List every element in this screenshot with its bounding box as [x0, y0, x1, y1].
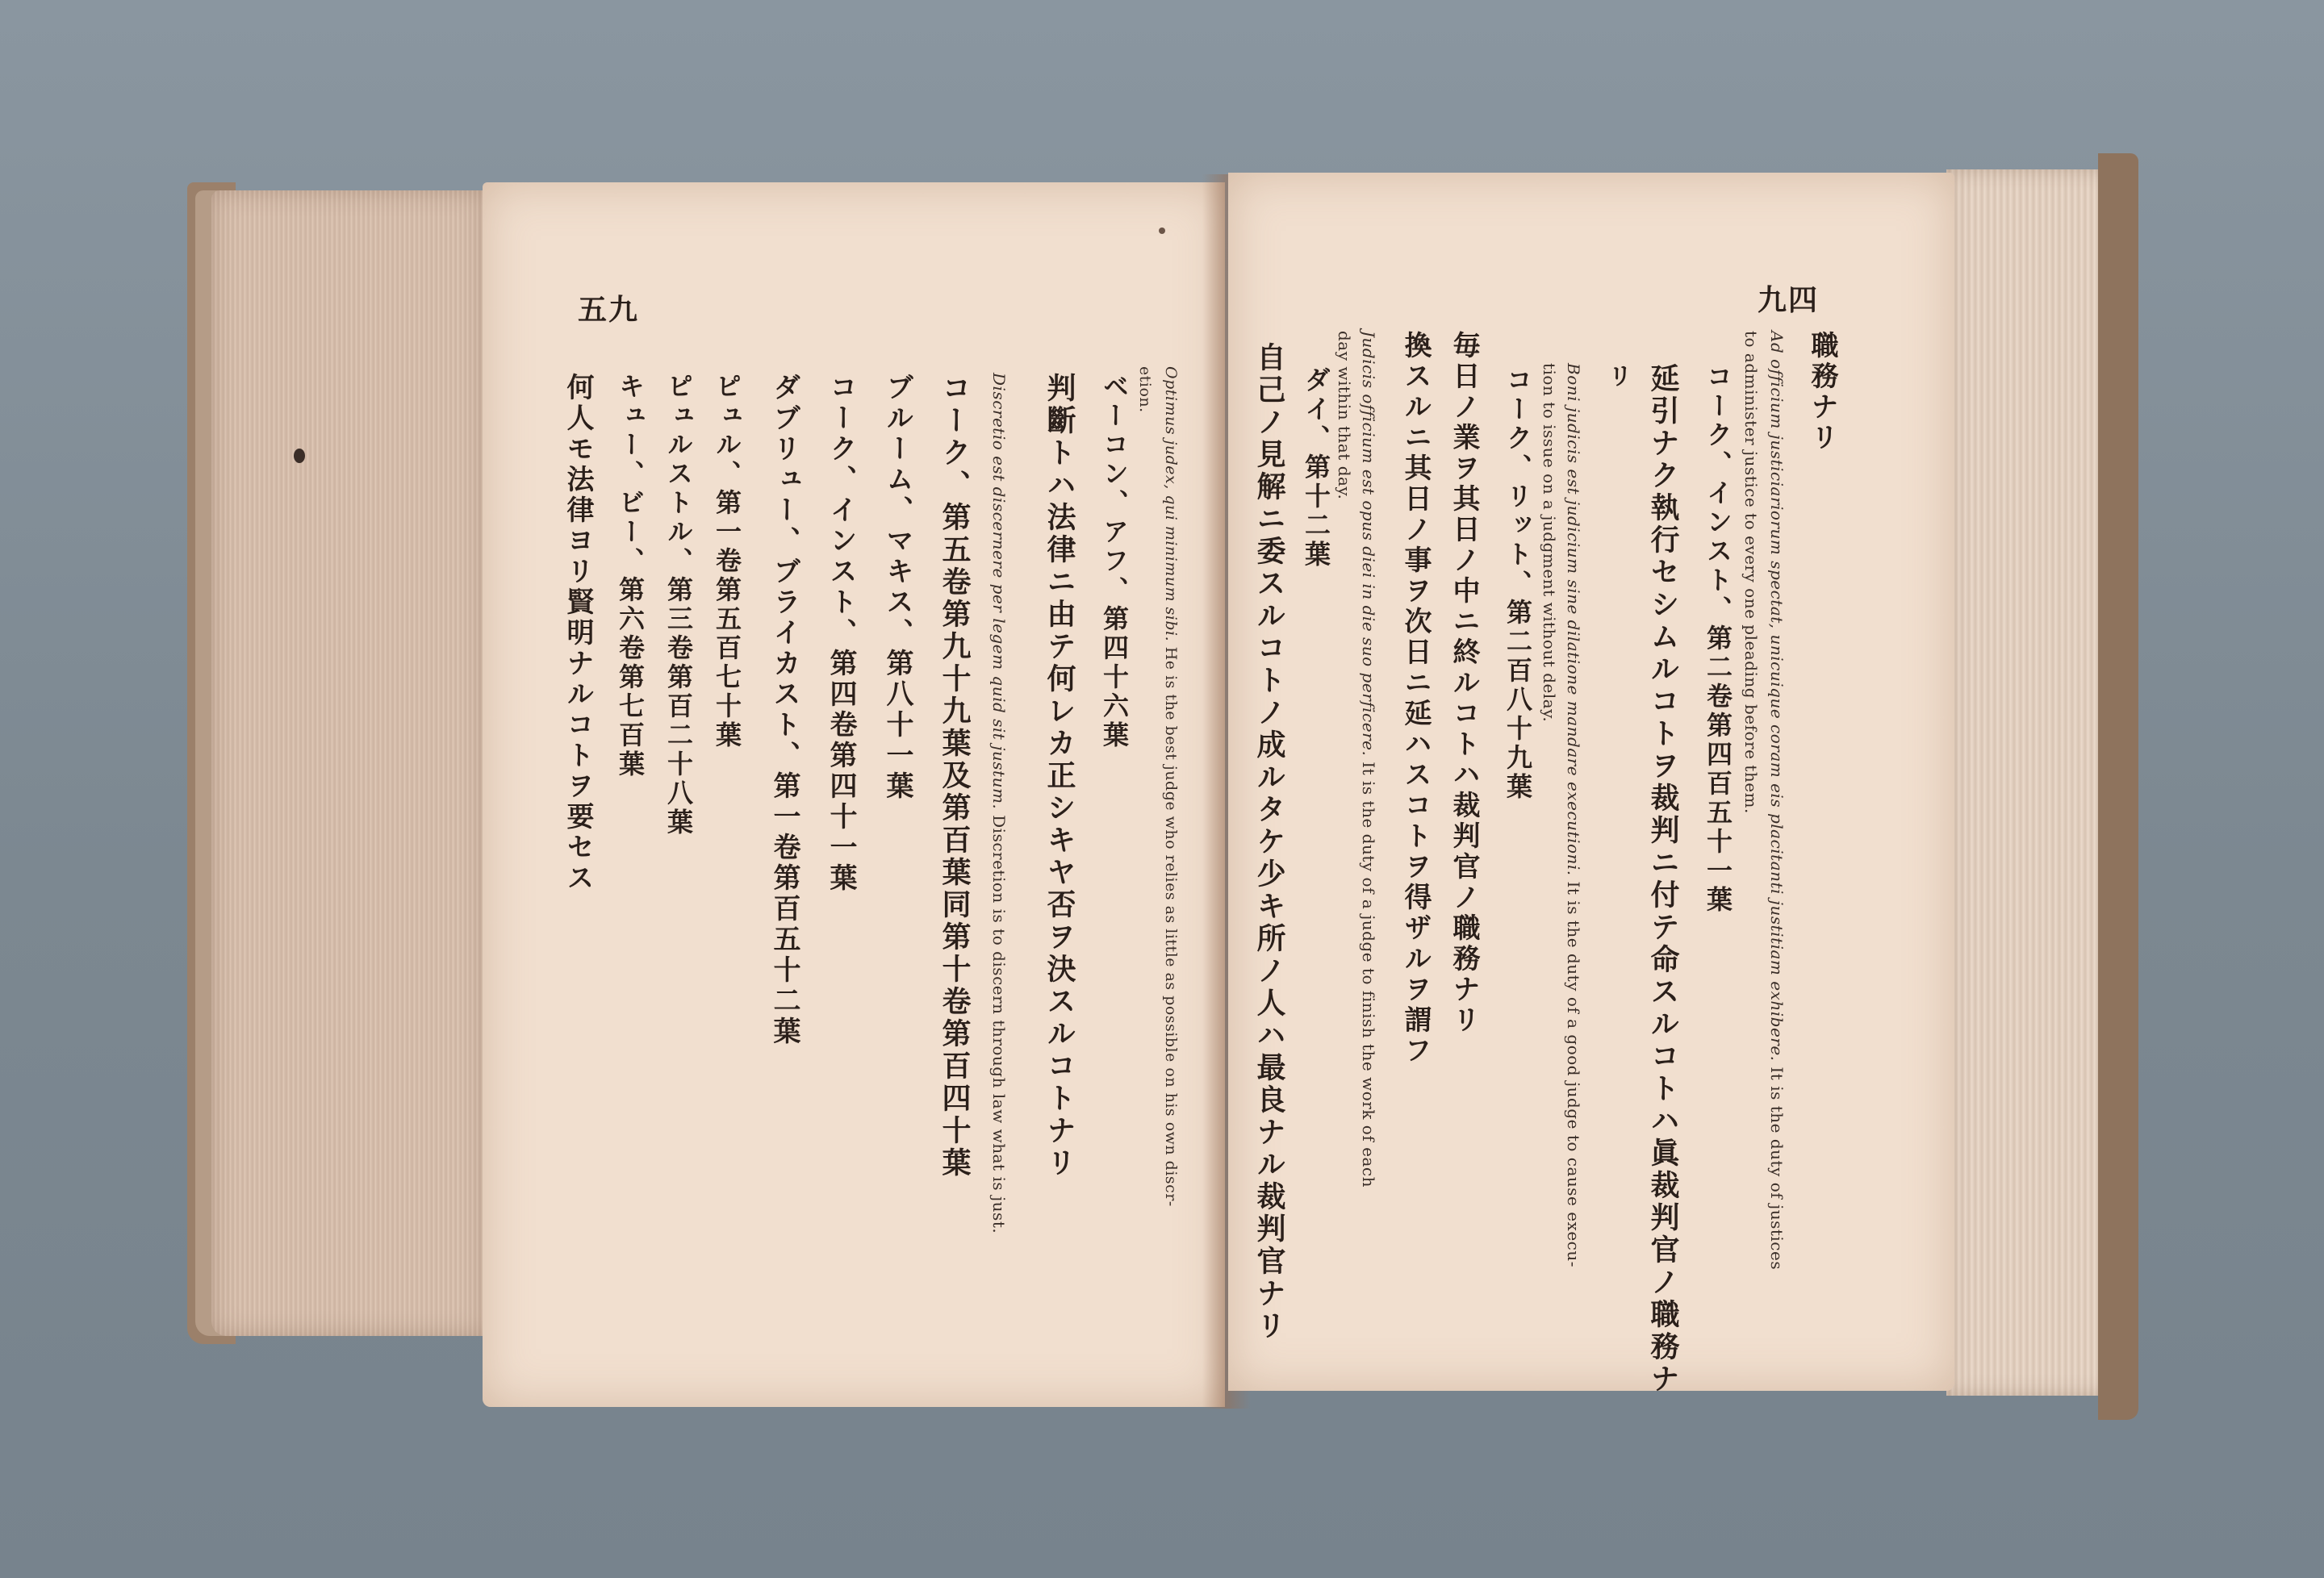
english-line-continued: to administer justice to every one pleading before them.: [1741, 331, 1761, 814]
left-column-citation-coke-5: コーク、第五卷第九十九葉及第百葉同第十卷第百四十葉: [938, 373, 972, 1179]
latin-line: Discretio est discernere per legem quid sit justum.: [989, 373, 1009, 810]
right-column-text-execution-cont: リ: [1603, 363, 1632, 390]
left-latin-block-1: [1162, 366, 1180, 1207]
ink-spot: [294, 449, 305, 463]
left-column-citation-bulstrode: ピュルストル、第三卷第百二十八葉: [663, 373, 694, 837]
latin-line: Ad officium justiciariorum spectat, unicuique coram eis placitanti justitiam exhibere.: [1767, 331, 1787, 1062]
left-page-block-edges: [211, 190, 486, 1336]
right-latin-block-2-continuation: [1540, 363, 1559, 722]
right-column-text-next-day: 換スルニ其日ノ事ヲ次日ニ延ハスコトヲ得ザルヲ謂フ: [1399, 331, 1432, 1067]
left-latin-block-2: [989, 373, 1009, 1234]
latin-line: Optimus judex, qui minimum sibi.: [1162, 366, 1180, 642]
right-latin-block-3-continuation: [1335, 331, 1354, 499]
right-column-citation-dyer: ダイ、第十二葉: [1301, 366, 1331, 570]
right-latin-block-3: [1359, 331, 1378, 1188]
left-column-text-wiser-than-law: 何人モ法律ヨリ賢明ナルコトヲ要セス: [562, 373, 594, 894]
left-page-number: 五九: [578, 293, 640, 327]
left-column-citation-qb: キュー、ビー、第六卷第七百葉: [615, 373, 646, 779]
english-line: It is the duty of justices: [1767, 1067, 1787, 1271]
right-column-text-daily-work: 毎日ノ業ヲ其日ノ中ニ終ルコトハ裁判官ノ職務ナリ: [1448, 331, 1480, 1036]
right-latin-block-2: [1564, 363, 1583, 1267]
english-line: It is the duty of a good judge to cause execu-: [1564, 881, 1583, 1268]
left-column-citation-coke-inst: コーク、インスト、第四卷第四十一葉: [825, 373, 857, 894]
right-column-text-best-judge: 自己ノ見解ニ委スルコトノ成ルタケ少キ所ノ人ハ最良ナル裁判官ナリ: [1252, 342, 1286, 1342]
right-page-number: 九四: [1758, 283, 1820, 317]
right-column-citation-coke-litt: コーク、リット、第二百八十九葉: [1503, 366, 1533, 802]
ink-spot: [1159, 228, 1165, 234]
right-latin-block-1-continuation: [1741, 331, 1761, 814]
english-line-continued: day within that day.: [1335, 331, 1354, 500]
english-line: Discretion is to discern through law what is just.: [989, 815, 1009, 1234]
right-column-text-execution: 延引ナク執行セシムルコトヲ裁判ニ付テ命スルコトハ眞裁判官ノ職務ナ: [1646, 363, 1680, 1396]
right-page-block-edges: [1946, 169, 2116, 1396]
left-column-citation-bacon: ベーコン、アフ、第四十六葉: [1099, 373, 1130, 750]
left-column-text-discretion: 判斷トハ法律ニ由テ何レカ正シキヤ否ヲ決スルコトナリ: [1043, 373, 1076, 1179]
right-cover-edge: [2098, 153, 2138, 1420]
english-line-continued: etion.: [1136, 366, 1154, 413]
left-column-citation-broom: ブルーム、マキス、第八十一葉: [881, 373, 913, 802]
latin-line: Judicis officium est opus diei in die suo perficere.: [1359, 331, 1378, 757]
english-line: He is the best judge who relies as little as possible on his own discr-: [1162, 646, 1180, 1207]
english-line-continued: tion to issue on a judgment without delay.: [1540, 363, 1559, 723]
english-line: It is the duty of a judge to finish the work of each: [1359, 762, 1378, 1188]
latin-line: Boni judicis est judicium sine dilatione mandare executioni.: [1564, 363, 1583, 876]
left-column-citation-bul: ピュル、第一卷第五百七十葉: [712, 373, 742, 750]
right-column-text-duty: 職務ナリ: [1806, 331, 1838, 453]
left-latin-block-1-continuation: [1136, 366, 1154, 413]
right-column-citation-coke-inst-2: コーク、インスト、第二卷第四百五十一葉: [1703, 363, 1733, 915]
left-page: [483, 182, 1225, 1407]
left-column-citation-blackstone: ダブリュー、ブライカスト、第一卷第百五十二葉: [768, 373, 800, 1047]
right-page: [1228, 173, 1954, 1396]
right-latin-block-1: [1767, 331, 1787, 1270]
